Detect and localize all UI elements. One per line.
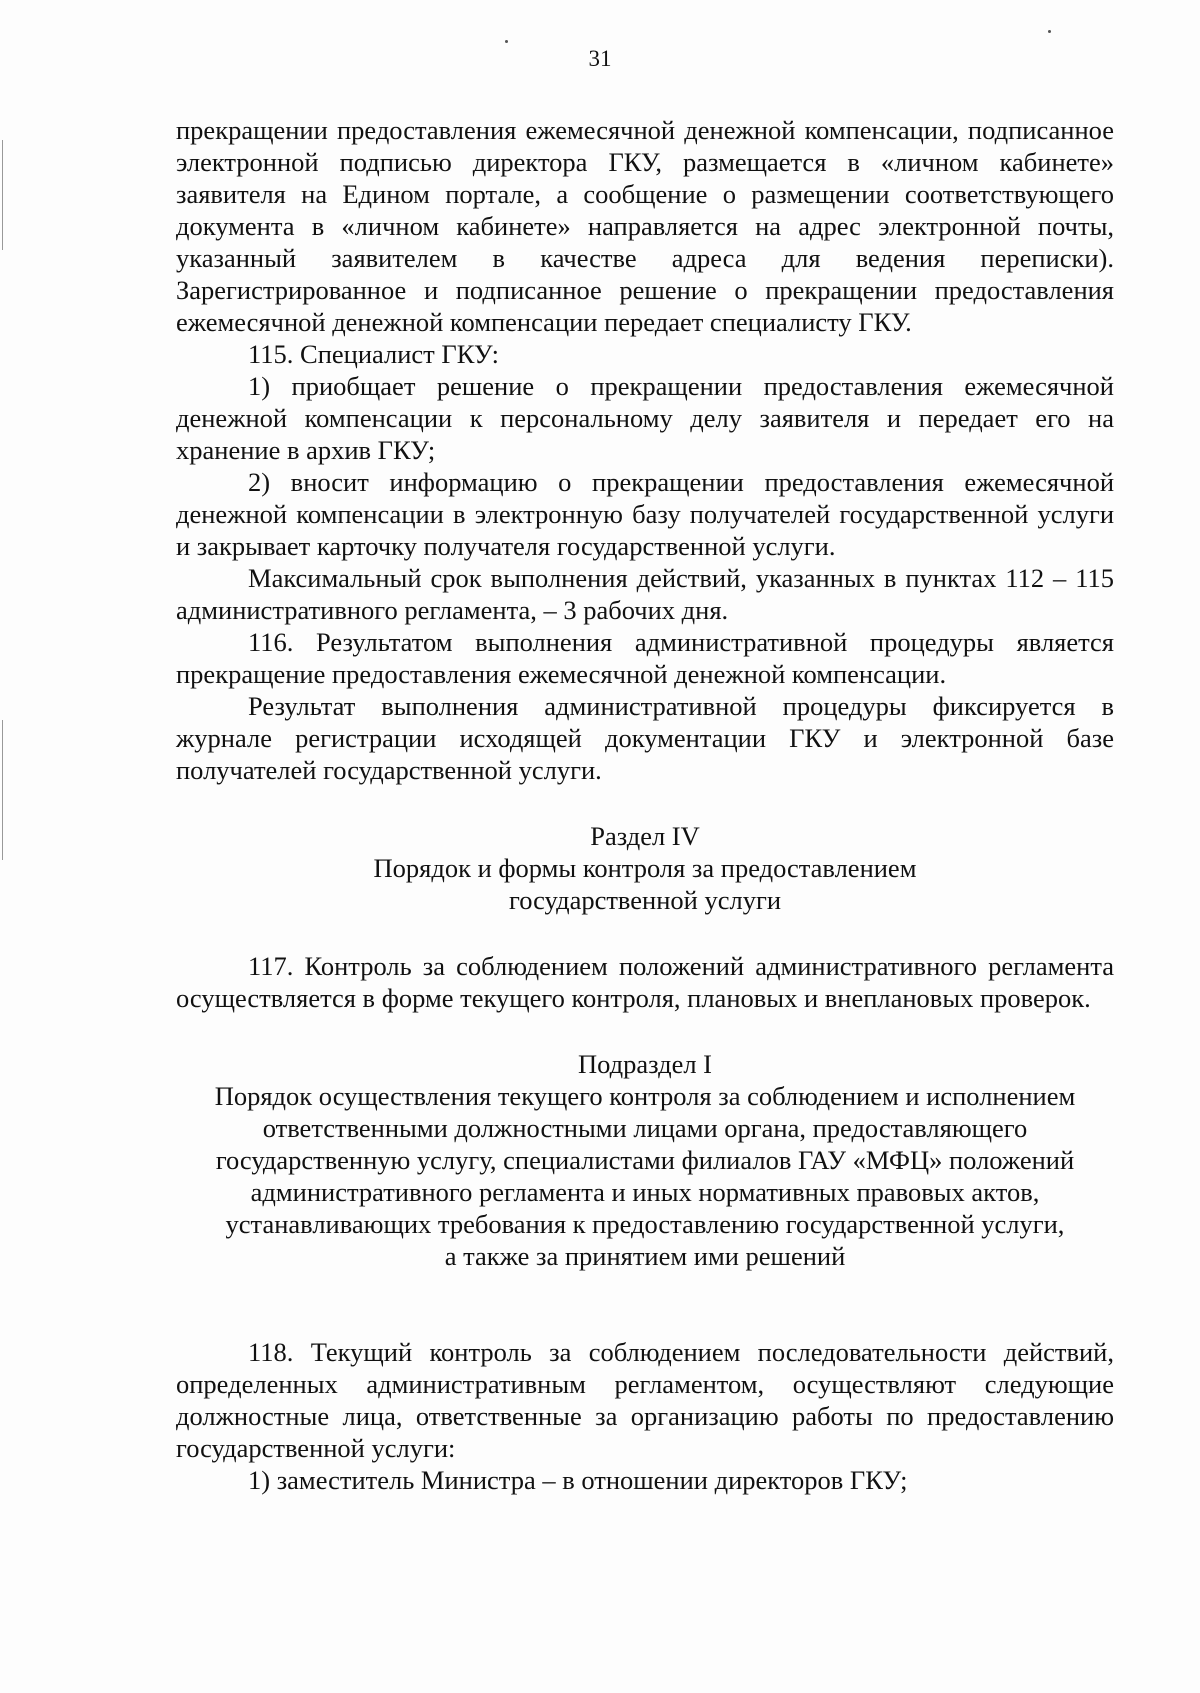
paragraph-max-term: Максимальный срок выполнения действий, указанных в пунктах 112 – 115 административного регламента, – 3 рабочих дня. bbox=[176, 563, 1114, 625]
subsection-title-line: административного регламента и иных нормативных правовых актов, bbox=[250, 1177, 1040, 1207]
subsection-title-line: а также за принятием ими решений bbox=[444, 1241, 846, 1271]
paragraph-118-item-1: 1) заместитель Министра – в отношении директоров ГКУ; bbox=[248, 1465, 908, 1495]
paragraph-continuation: прекращении предоставления ежемесячной денежной компенсации, подписанное электронной подписью директора ГКУ, размещается в «личном кабинете» заявителя на Едином портале, а сообщение о размещении соответствующего документа в «личном кабинете» направляется на адрес электронной почты, указанный заявителем в качестве адреса для ведения переписки). Зарегистрированное и подписанное решение о прекращении предоставления ежемесячной денежной компенсации передает специалисту ГКУ. bbox=[176, 115, 1114, 337]
paragraph-result: Результат выполнения административной процедуры фиксируется в журнале регистрации исходящей документации ГКУ и электронной базе получателей государственной услуги. bbox=[176, 691, 1114, 785]
scan-speck bbox=[505, 40, 508, 43]
paragraph-117: 117. Контроль за соблюдением положений административного регламента осуществляется в форме текущего контроля, плановых и внеплановых проверок. bbox=[176, 951, 1114, 1013]
scan-speck bbox=[1048, 30, 1051, 33]
section-title-line: Порядок и формы контроля за предоставлением bbox=[373, 853, 917, 883]
subsection-title-line: ответственными должностными лицами органа, предоставляющего bbox=[262, 1113, 1028, 1143]
subsection-title-line: Порядок осуществления текущего контроля за соблюдением и исполнением bbox=[214, 1081, 1076, 1111]
page-number: 31 bbox=[588, 46, 612, 71]
subsection-title-line: устанавливающих требования к предоставлению государственной услуги, bbox=[225, 1209, 1065, 1239]
paragraph-116: 116. Результатом выполнения административной процедуры является прекращение предоставления ежемесячной денежной компенсации. bbox=[176, 627, 1114, 689]
subsection-title-line: государственную услугу, специалистами филиалов ГАУ «МФЦ» положений bbox=[215, 1145, 1075, 1175]
paragraph-118: 118. Текущий контроль за соблюдением последовательности действий, определенных административным регламентом, осуществляют следующие должностные лица, ответственные за организацию работы по предоставлению государственной услуги: bbox=[176, 1337, 1114, 1463]
section-heading bbox=[176, 820, 1114, 916]
scan-margin-mark bbox=[2, 720, 3, 860]
section-number: Раздел IV bbox=[590, 821, 700, 851]
document-body bbox=[176, 114, 1114, 1496]
paragraph-115-item-1: 1) приобщает решение о прекращении предоставления ежемесячной денежной компенсации к персональному делу заявителя и передает его на хранение в архив ГКУ; bbox=[176, 371, 1114, 465]
subsection-heading bbox=[176, 1048, 1114, 1272]
section-title-line: государственной услуги bbox=[508, 885, 782, 915]
paragraph-115-item-2: 2) вносит информацию о прекращении предоставления ежемесячной денежной компенсации в электронную базу получателей государственной услуги и закрывает карточку получателя государственной услуги. bbox=[176, 467, 1114, 561]
scan-margin-mark bbox=[2, 140, 3, 250]
subsection-number: Подраздел I bbox=[577, 1049, 713, 1079]
paragraph-115: 115. Специалист ГКУ: bbox=[248, 339, 499, 369]
